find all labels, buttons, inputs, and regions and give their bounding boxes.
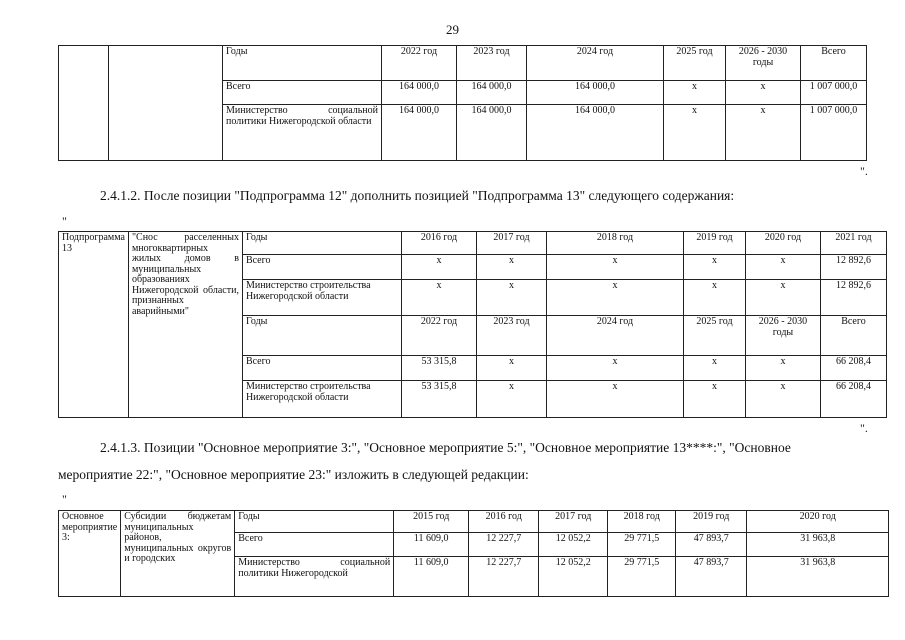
year-header: 2022 год (401, 316, 476, 356)
row-label: Годы (242, 232, 401, 255)
value-cell: 47 893,7 (676, 533, 747, 557)
value-cell: x (683, 381, 745, 418)
value-cell: x (664, 81, 726, 105)
value-cell: 1 007 000,0 (801, 105, 867, 161)
value-cell: 12 227,7 (469, 533, 539, 557)
value-cell: x (401, 280, 476, 316)
value-cell: 31 963,8 (747, 533, 889, 557)
total-header: Всего (801, 46, 867, 81)
paragraph-2-4-1-3-line1: 2.4.1.3. Позиции "Основное мероприятие 3:", "Основное мероприятие 5:", "Основное мероприятие 13****:", "Основное (100, 440, 791, 455)
value-cell: 53 315,8 (401, 355, 476, 380)
value-cell: 12 892,6 (820, 255, 886, 280)
value-cell: 12 052,2 (539, 557, 608, 597)
subprogram-name: Подпрограмма 13 (59, 232, 129, 418)
value-cell: 164 000,0 (457, 105, 527, 161)
value-cell: x (745, 355, 820, 380)
value-cell: x (476, 381, 546, 418)
row-label: Годы (235, 511, 394, 533)
year-header: 2026 - 2030 годы (745, 316, 820, 356)
row-label: Всего (242, 355, 401, 380)
open-quote: " (62, 492, 67, 506)
value-cell: 164 000,0 (382, 105, 457, 161)
empty-cell (109, 46, 223, 161)
value-cell: x (726, 105, 801, 161)
row-label: Министерство социальной политики Нижегородской (235, 557, 394, 597)
year-header: 2016 год (469, 511, 539, 533)
row-label: Всего (242, 255, 401, 280)
subprogram-title: "Снос расселенных многоквартирных жилых домов в муниципальных образованиях Нижегородской области, признанных аварийными" (128, 232, 242, 418)
value-cell: 47 893,7 (676, 557, 747, 597)
year-header: 2023 год (476, 316, 546, 356)
year-header: 2016 год (401, 232, 476, 255)
value-cell: x (683, 255, 745, 280)
year-header: 2015 год (394, 511, 469, 533)
value-cell: 31 963,8 (747, 557, 889, 597)
value-cell: x (683, 280, 745, 316)
value-cell: 164 000,0 (457, 81, 527, 105)
row-label: Годы (242, 316, 401, 356)
paragraph-2-4-1-2: 2.4.1.2. После позиции "Подпрограмма 12" дополнить позицией "Подпрограмма 13" следующего содержания: (100, 188, 735, 203)
row-label: Министерство строительства Нижегородской области (242, 280, 401, 316)
value-cell: 29 771,5 (608, 557, 676, 597)
value-cell: x (745, 280, 820, 316)
value-cell: 164 000,0 (382, 81, 457, 105)
year-header: 2023 год (457, 46, 527, 81)
value-cell: 53 315,8 (401, 381, 476, 418)
value-cell: x (401, 255, 476, 280)
table-row (59, 232, 887, 255)
value-cell: x (476, 255, 546, 280)
row-label: Годы (223, 46, 382, 81)
value-cell: 12 227,7 (469, 557, 539, 597)
close-quote: ". (860, 421, 868, 435)
row-label: Министерство социальной политики Нижегородской области (223, 105, 382, 161)
main-activity-3-table (58, 510, 889, 597)
year-header: 2017 год (476, 232, 546, 255)
value-cell: 1 007 000,0 (801, 81, 867, 105)
year-header: 2019 год (683, 232, 745, 255)
subprogram-13-table (58, 231, 887, 418)
value-cell: x (546, 280, 683, 316)
value-cell: x (476, 355, 546, 380)
table-row (59, 46, 867, 81)
year-header: 2024 год (546, 316, 683, 356)
value-cell: 66 208,4 (820, 381, 886, 418)
open-quote: " (62, 214, 67, 228)
value-cell: x (664, 105, 726, 161)
row-label: Всего (235, 533, 394, 557)
value-cell: 11 609,0 (394, 557, 469, 597)
table-row (59, 511, 889, 533)
value-cell: x (726, 81, 801, 105)
activity-title: Субсидии бюджетам муниципальных районов, муниципальных округов и городских (121, 511, 235, 597)
year-header: 2021 год (820, 232, 886, 255)
value-cell: 12 052,2 (539, 533, 608, 557)
year-header: 2022 год (382, 46, 457, 81)
total-header: Всего (820, 316, 886, 356)
row-label: Всего (223, 81, 382, 105)
year-header: 2018 год (608, 511, 676, 533)
value-cell: 164 000,0 (527, 105, 664, 161)
value-cell: x (476, 280, 546, 316)
value-cell: x (546, 355, 683, 380)
paragraph-2-4-1-3-line2: мероприятие 22:", "Основное мероприятие 23:" изложить в следующей редакции: (58, 467, 529, 482)
empty-cell (59, 46, 109, 161)
value-cell: x (546, 381, 683, 418)
close-quote: ". (860, 164, 868, 178)
value-cell: 12 892,6 (820, 280, 886, 316)
year-header: 2020 год (747, 511, 889, 533)
row-label: Министерство строительства Нижегородской области (242, 381, 401, 418)
value-cell: x (683, 355, 745, 380)
page-number: 29 (446, 22, 459, 37)
year-header: 2020 год (745, 232, 820, 255)
year-header: 2019 год (676, 511, 747, 533)
year-header: 2017 год (539, 511, 608, 533)
year-header: 2024 год (527, 46, 664, 81)
value-cell: 11 609,0 (394, 533, 469, 557)
year-header: 2025 год (664, 46, 726, 81)
activity-name: Основное мероприятие 3: (59, 511, 121, 597)
value-cell: x (546, 255, 683, 280)
value-cell: 66 208,4 (820, 355, 886, 380)
value-cell: x (745, 255, 820, 280)
year-header: 2025 год (683, 316, 745, 356)
year-header: 2026 - 2030 годы (726, 46, 801, 81)
financing-table-continuation (58, 45, 867, 161)
value-cell: 29 771,5 (608, 533, 676, 557)
year-header: 2018 год (546, 232, 683, 255)
value-cell: x (745, 381, 820, 418)
value-cell: 164 000,0 (527, 81, 664, 105)
